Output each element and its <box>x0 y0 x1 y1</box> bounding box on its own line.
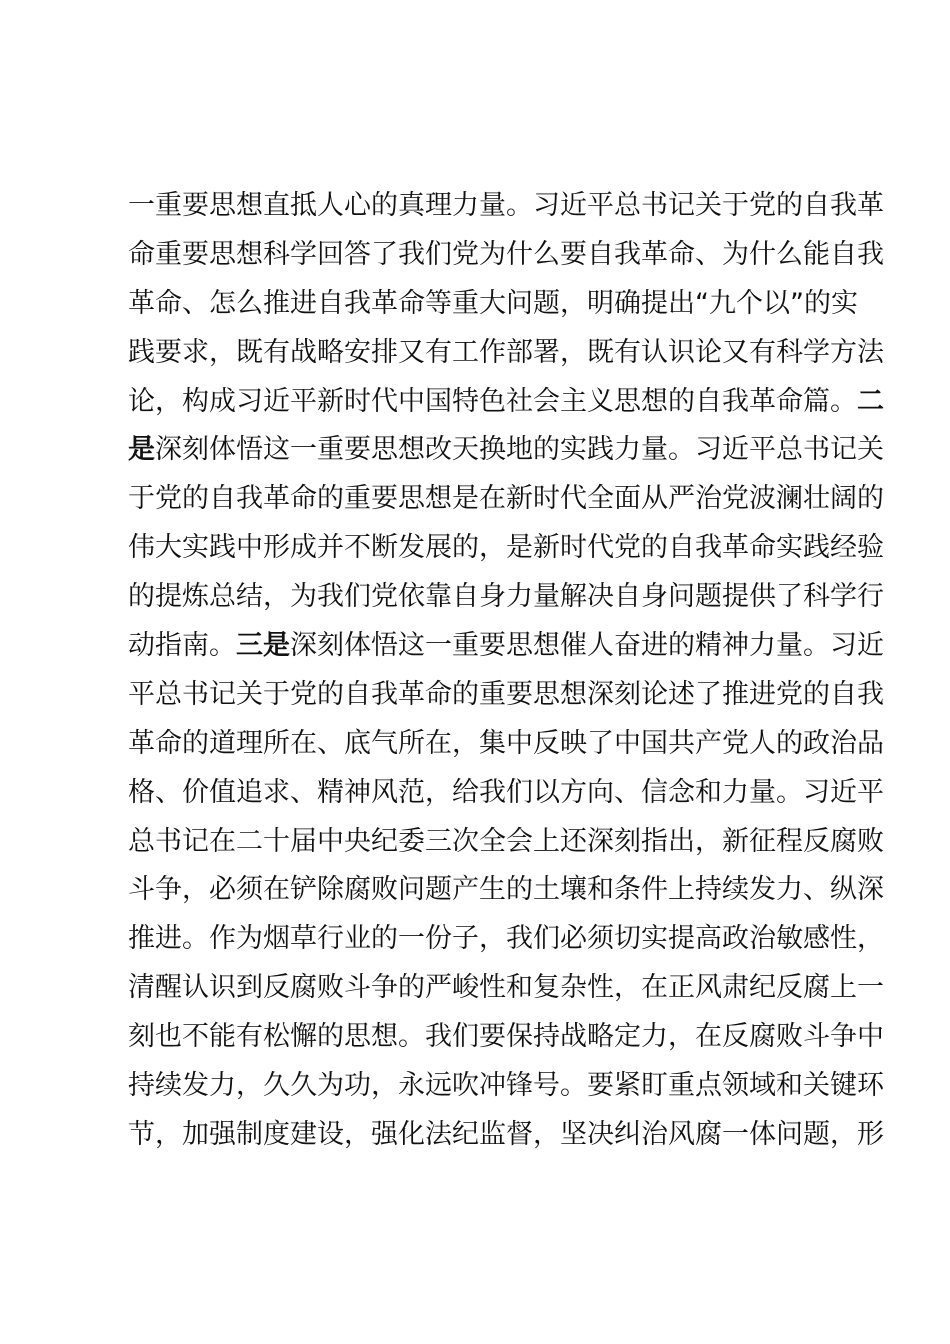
text-segment: 命重要思想科学回答了我们党为什么要自我革命、为什么能自我 <box>128 238 884 270</box>
text-segment: 论，构成习近平新时代中国特色社会主义思想的自我革命篇。 <box>128 385 857 417</box>
text-segment: 持续发力，久久为功，永远吹冲锋号。要紧盯重点领域和关键环 <box>128 1070 884 1102</box>
text-line <box>128 866 884 915</box>
text-segment: 平总书记关于党的自我革命的重要思想深刻论述了推进党的自我 <box>128 678 884 710</box>
text-segment: 于党的自我革命的重要思想是在新时代全面从严治党波澜壮阔的 <box>128 483 884 515</box>
text-segment: 革命、怎么推进自我革命等重大问题，明确提出“九个以”的实 <box>128 287 858 319</box>
text-segment: 斗争，必须在铲除腐败问题产生的土壤和条件上持续发力、纵深 <box>128 874 884 906</box>
text-segment: 革命的道理所在、底气所在，集中反映了中国共产党人的政治品 <box>128 727 884 759</box>
text-line <box>128 378 884 427</box>
text-line <box>128 475 884 524</box>
text-segment: 深刻体悟这一重要思想催人奋进的精神力量。习近 <box>290 630 884 662</box>
text-line <box>128 964 884 1013</box>
text-line <box>128 231 884 280</box>
text-segment: 动指南。 <box>128 630 236 662</box>
text-segment: 刻也不能有松懈的思想。我们要保持战略定力，在反腐败斗争中 <box>128 1021 884 1053</box>
text-segment: 节，加强制度建设，强化法纪监督，坚决纠治风腐一体问题，形 <box>128 1118 884 1150</box>
bold-text-segment: 三是 <box>236 630 290 662</box>
text-line <box>128 720 884 769</box>
text-line <box>128 426 884 475</box>
text-segment: 践要求，既有战略安排又有工作部署，既有认识论又有科学方法 <box>128 336 884 368</box>
text-line <box>128 1013 884 1062</box>
text-line <box>128 1062 884 1111</box>
text-segment: 推进。作为烟草行业的一份子，我们必须切实提高政治敏感性， <box>128 923 884 955</box>
text-line <box>128 915 884 964</box>
text-line <box>128 573 884 622</box>
text-line <box>128 622 884 671</box>
text-line <box>128 769 884 818</box>
text-line <box>128 280 858 329</box>
text-line <box>128 524 884 573</box>
text-segment: 总书记在二十届中央纪委三次全会上还深刻指出，新征程反腐败 <box>128 825 884 857</box>
body-text <box>128 182 884 1160</box>
text-line <box>128 671 884 720</box>
text-segment: 一重要思想直抵人心的真理力量。习近平总书记关于党的自我革 <box>128 190 884 221</box>
bold-text-segment: 是 <box>128 434 155 466</box>
bold-text-segment: 二 <box>857 385 884 417</box>
text-segment: 深刻体悟这一重要思想改天换地的实践力量。习近平总书记关 <box>155 434 884 466</box>
text-segment: 伟大实践中形成并不断发展的，是新时代党的自我革命实践经验 <box>128 532 884 564</box>
text-line <box>128 182 884 231</box>
text-segment: 格、价值追求、精神风范，给我们以方向、信念和力量。习近平 <box>128 776 884 808</box>
text-line <box>128 818 884 867</box>
text-segment: 清醒认识到反腐败斗争的严峻性和复杂性，在正风肃纪反腐上一 <box>128 972 884 1004</box>
text-segment: 的提炼总结，为我们党依靠自身力量解决自身问题提供了科学行 <box>128 581 884 613</box>
text-line <box>128 329 884 378</box>
text-line <box>128 1111 884 1160</box>
